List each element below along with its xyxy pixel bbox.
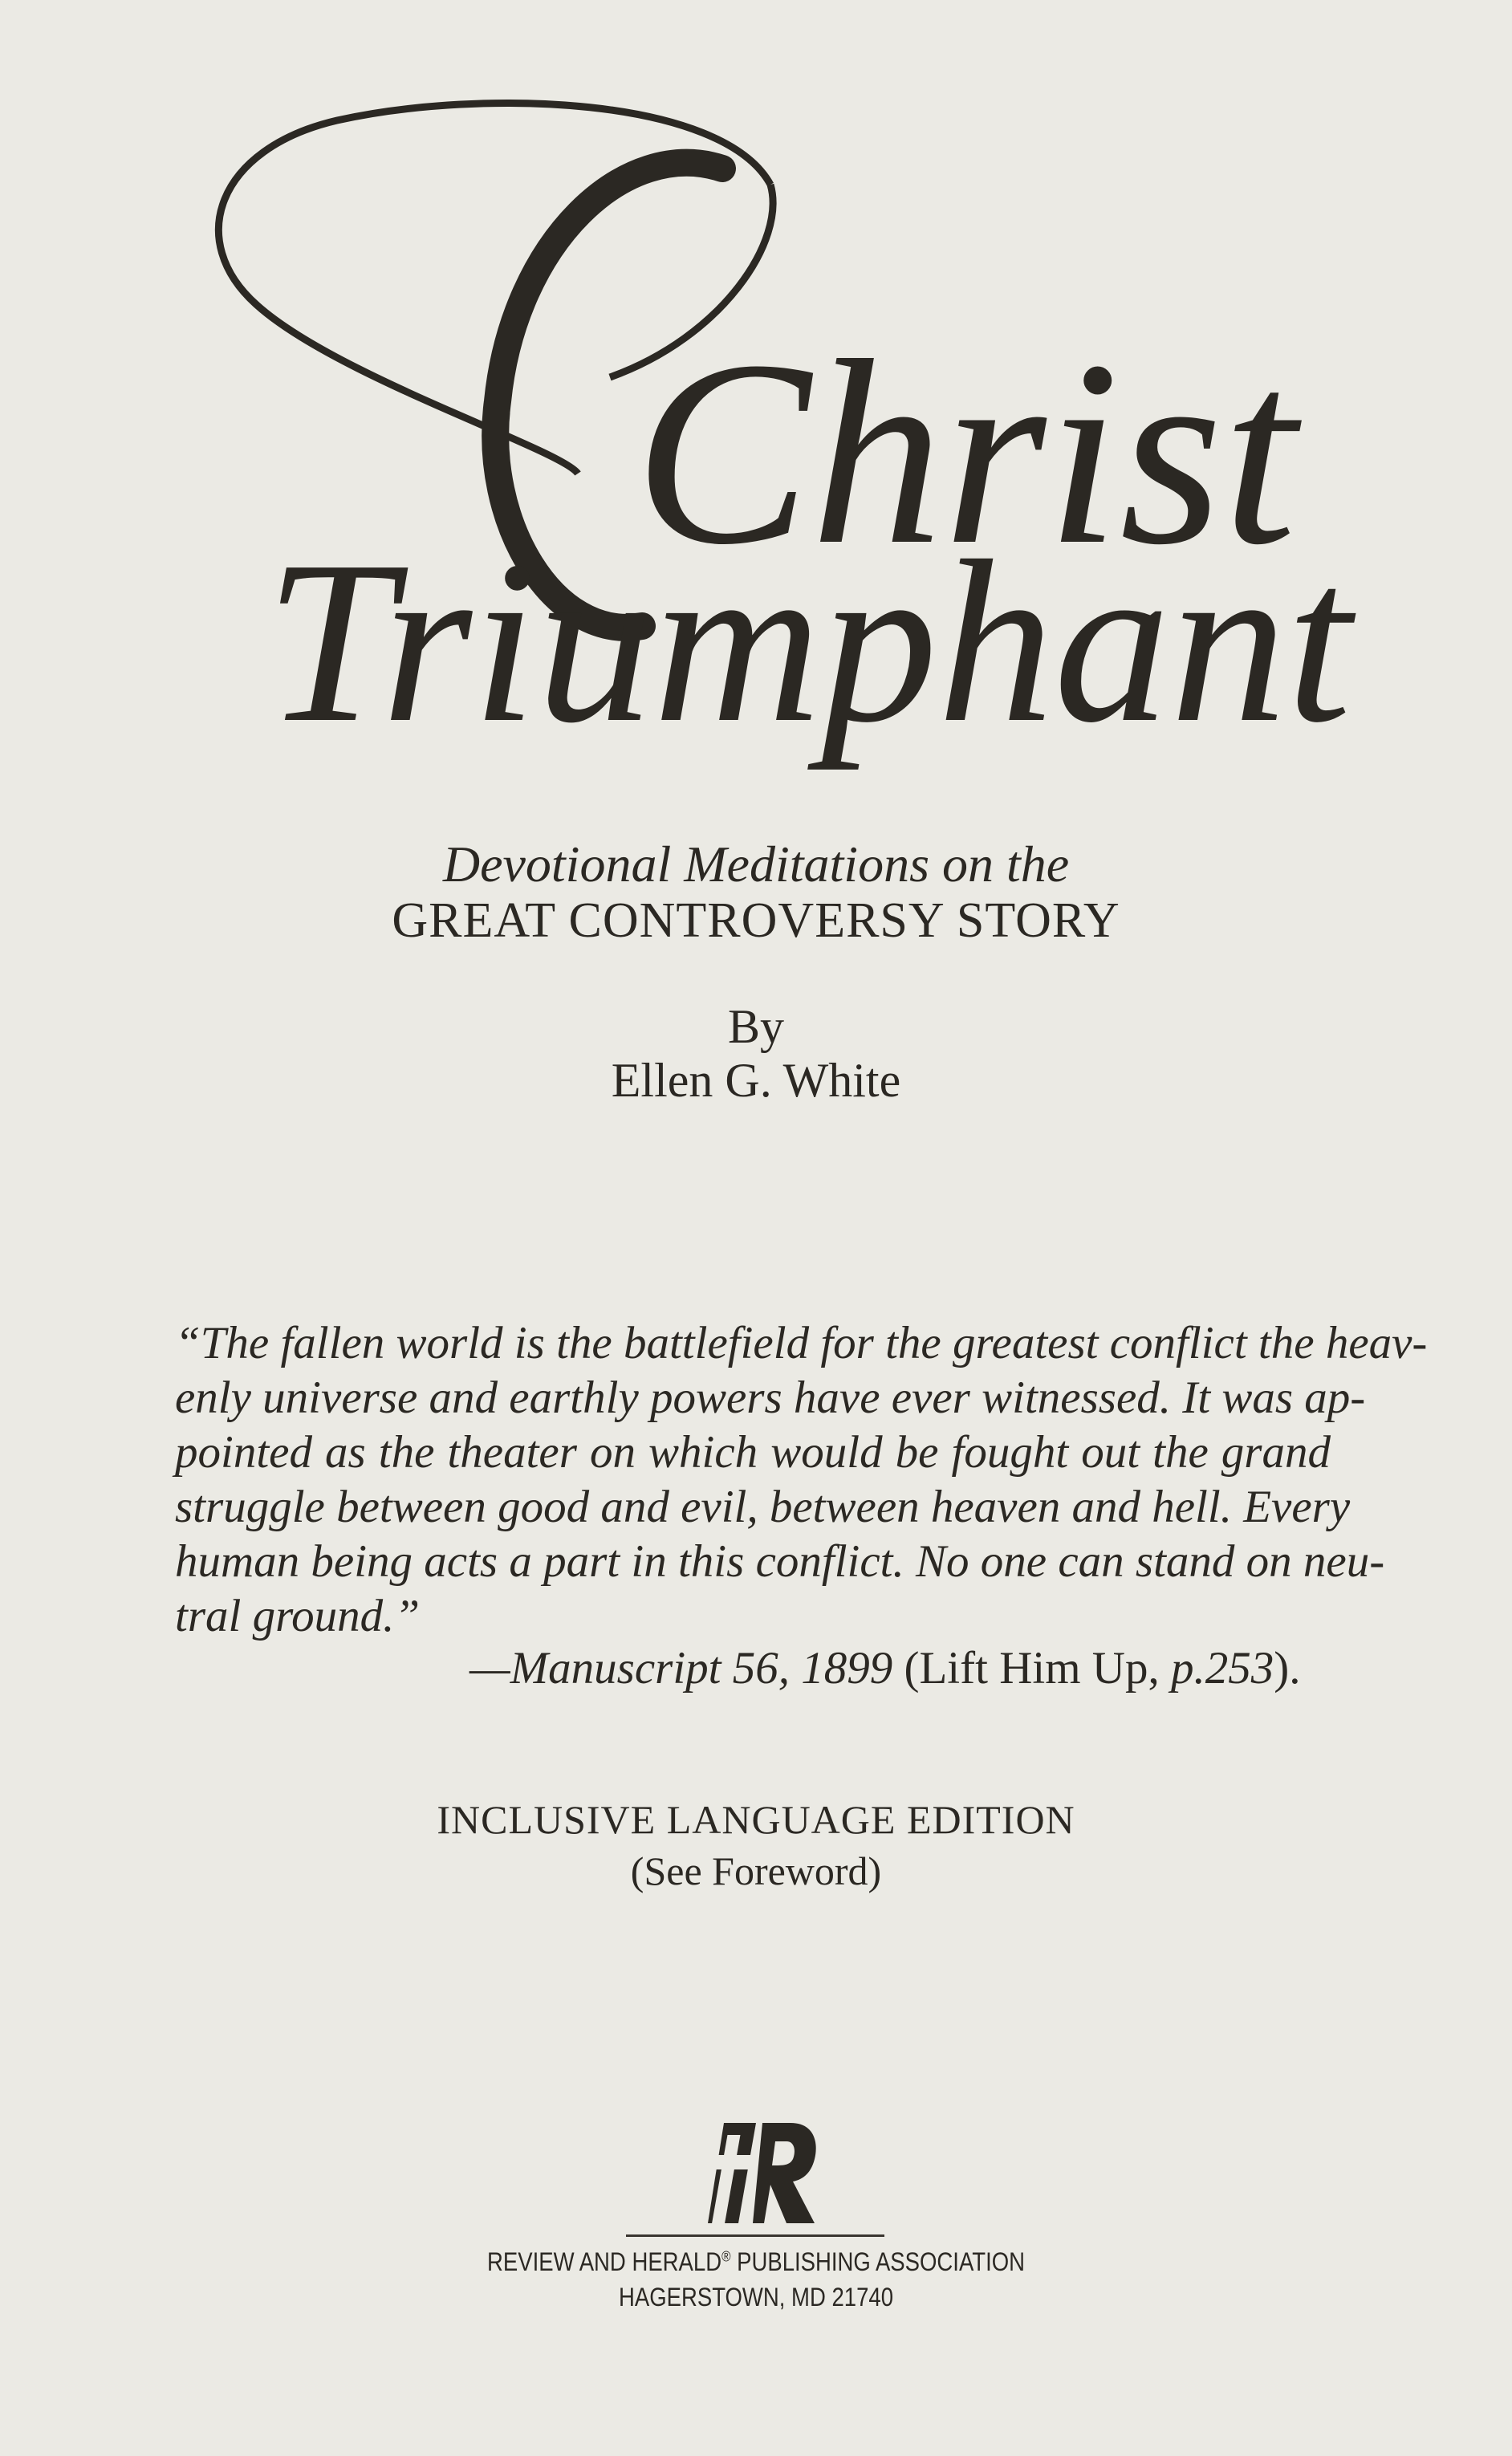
attribution-source: (Lift Him Up, xyxy=(904,1643,1171,1694)
subtitle-italic: Devotional Meditations on the xyxy=(442,836,1070,893)
quote-line: tral ground.” xyxy=(175,1591,421,1641)
subtitle-caps: GREAT CONTROVERSY STORY xyxy=(392,893,1120,948)
quote-line: human being acts a part in this conflict. No one can stand on neu- xyxy=(175,1536,1385,1587)
quote-line: struggle between good and evil, between heaven and hell. Every xyxy=(175,1482,1351,1532)
quote-attribution xyxy=(469,1642,1300,1694)
publisher-name-main: REVIEW AND HERALD xyxy=(487,2247,722,2276)
attribution-end: ). xyxy=(1274,1643,1301,1694)
quote-line: “The fallen world is the battlefield for the greatest conflict the heav- xyxy=(175,1318,1428,1368)
title-line1: Christ xyxy=(634,307,1297,600)
epigraph-quote xyxy=(175,1316,1428,1644)
publisher-address: HAGERSTOWN, MD 21740 xyxy=(618,2283,894,2312)
publisher-divider xyxy=(626,2234,884,2237)
publisher-logo xyxy=(706,2119,819,2227)
attribution-page: p.253 xyxy=(1170,1643,1274,1694)
quote-line: pointed as the theater on which would be fought out the grand xyxy=(175,1427,1331,1478)
attribution-manuscript: —Manuscript 56, 1899 xyxy=(469,1643,893,1694)
registered-mark: ® xyxy=(721,2248,731,2265)
publisher-name xyxy=(106,2247,1406,2277)
edition-note: (See Foreword) xyxy=(630,1848,882,1893)
publisher-name-rest: PUBLISHING ASSOCIATION xyxy=(730,2247,1025,2276)
byline-by: By xyxy=(727,1000,785,1053)
title-line2: Triumphant xyxy=(265,513,1351,771)
book-title xyxy=(0,0,1512,803)
author-name: Ellen G. White xyxy=(611,1054,901,1107)
quote-line: enly universe and earthly powers have ever witnessed. It was ap- xyxy=(175,1372,1366,1423)
edition-label: INCLUSIVE LANGUAGE EDITION xyxy=(437,1797,1075,1842)
